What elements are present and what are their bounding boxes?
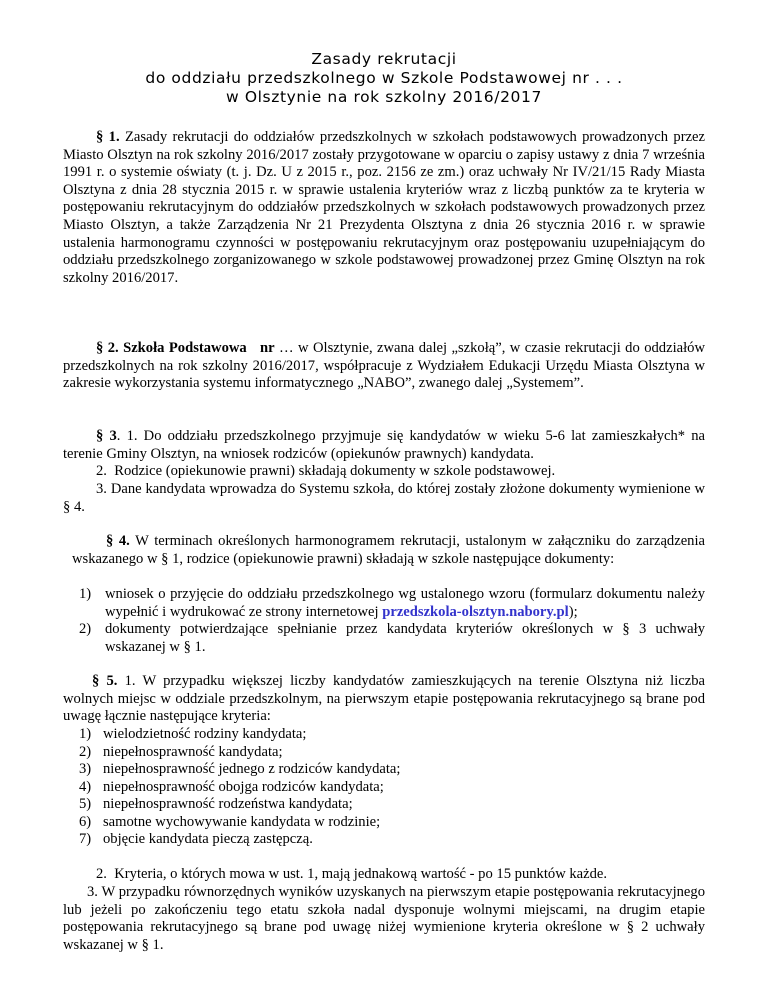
section-4-item2-num: 2) xyxy=(79,621,92,637)
criterion-4-num: 4) xyxy=(79,779,92,795)
section-1 xyxy=(63,129,705,287)
criterion-7: objęcie kandydata pieczą zastępczą. xyxy=(103,831,313,847)
document-title-line2: do oddziału przedszkolnego w Szkole Podstawowej nr . . . xyxy=(145,69,623,87)
section-4-item1-num: 1) xyxy=(79,586,92,602)
section-1-mark: § 1. xyxy=(96,129,120,145)
section-4-mark: § 4. xyxy=(106,533,130,549)
section-3-p1-text: . 1. Do oddziału przedszkolnego przyjmuje się kandydatów w wieku 5-6 lat zamieszkałych* na terenie Gminy Olsztyn, na wniosek rodziców (opiekunów prawnych) kandydata. xyxy=(63,428,705,462)
criterion-2: niepełnosprawność kandydata; xyxy=(103,744,283,760)
criterion-2-num: 2) xyxy=(79,744,92,760)
criterion-7-num: 7) xyxy=(79,831,92,847)
criterion-1: wielodzietność rodziny kandydata; xyxy=(103,726,307,742)
criterion-4: niepełnosprawność obojga rodziców kandydata; xyxy=(103,779,384,795)
criterion-1-num: 1) xyxy=(79,726,92,742)
section-5-text: 1. W przypadku większej liczby kandydatów zamieszkujących na terenie Olsztyna niż liczba wolnych miejsc w oddziale przedszkolnym, na pierwszym etapie postępowania rekrutacyjnego są brane pod uwagę łącznie następujące kryteria: xyxy=(63,673,705,725)
section-5-p2: 2. Kryteria, o których mowa w ust. 1, mają jednakową wartość - po 15 punktów każde. xyxy=(96,866,608,882)
section-4-text: W terminach określonych harmonogramem rekrutacji, ustalonym w załączniku do zarządzenia wskazanego w § 1, rodzice (opiekunowie prawni) składają w szkole następujące dokumenty: xyxy=(72,533,706,567)
section-5-p3: 3. W przypadku równorzędnych wyników uzyskanych na pierwszym etapie postępowania rekrutacyjnego lub jeżeli po zakończeniu tego etatu szkoła nadal dysponuje wolnymi miejscami, na drugim etapie postępowania rekrutacyjnego są brane pod uwagę niżej wymienione kryteria określone w § 2 uchwały wskazanej w § 1. xyxy=(63,884,705,953)
section-4-item1-end: ); xyxy=(568,603,578,620)
section-1-text: Zasady rekrutacji do oddziałów przedszkolnych w szkołach podstawowych prowadzonych przez Miasto Olsztyn na rok szkolny 2016/2017 zostały przygotowane w oparciu o zapisy ustawy z dnia 7 września 1991 r. o systemie oświaty (t. j. Dz. U z 2015 r., poz. 2156 ze zm.) oraz uchwały Nr IV/21/15 Rady Miasta Olsztyna z dnia 28 stycznia 2015 r. w sprawie ustalenia kryteriów wraz z liczbą punktów za te kryteria w postępowaniu rekrutacyjnym do oddziałów przedszkolnych w szkołach podstawowych prowadzonych przez Miasto Olsztyn, a także Zarządzenia Nr 21 Prezydenta Olsztyna z dnia 26 stycznia 2016 r. w sprawie ustalenia harmonogramu czynności w postępowaniu rekrutacyjnym oraz postępowaniu uzupełniającym do oddziału przedszkolnego zorganizowanego w szkole podstawowej prowadzonej przez Gminę Olsztyn na rok szkolny 2016/2017. xyxy=(63,129,706,286)
criterion-6-num: 6) xyxy=(79,814,92,830)
section-5 xyxy=(63,673,705,726)
section-3-p1 xyxy=(63,428,705,463)
website-link[interactable]: przedszkola-olsztyn.nabory.pl xyxy=(382,603,569,620)
criterion-6: samotne wychowywanie kandydata w rodzinie; xyxy=(103,814,381,830)
section-2-mark-nr: nr xyxy=(260,340,275,356)
section-2-text: … w Olsztynie, zwana dalej „szkołą”, w czasie rekrutacji do oddziałów przedszkolnych na rok szkolny 2016/2017, współpracuje z Wydziałem Edukacji Urzędu Miasta Olsztyna w zakresie wykorzystania systemu informatycznego „NABO”, zwanego dalej „Systemem”. xyxy=(63,340,705,392)
criterion-3-num: 3) xyxy=(79,761,92,777)
section-4-item1-text: wniosek o przyjęcie do oddziału przedszkolnego wg ustalonego wzoru (formularz dokumentu należy wypełnić i wydrukować ze strony internetowej xyxy=(105,586,705,620)
section-2-mark: § 2. Szkoła Podstawowa xyxy=(96,340,247,356)
section-4 xyxy=(72,533,705,568)
section-3-mark: § 3 xyxy=(96,428,117,444)
section-4-item2: dokumenty potwierdzające spełnianie przez kandydata kryteriów określonych w § 3 uchwały wskazanej w § 1. xyxy=(105,621,705,655)
criterion-5-num: 5) xyxy=(79,796,92,812)
document-title-line1: Zasady rekrutacji xyxy=(311,50,457,68)
section-5-mark: § 5. xyxy=(92,673,118,689)
section-2 xyxy=(63,340,705,393)
section-4-item1 xyxy=(105,586,705,621)
criterion-5: niepełnosprawność rodzeństwa kandydata; xyxy=(103,796,353,812)
document-title-line3: w Olsztynie na rok szkolny 2016/2017 xyxy=(226,88,542,106)
criterion-3: niepełnosprawność jednego z rodziców kandydata; xyxy=(103,761,401,777)
section-3-p3: 3. Dane kandydata wprowadza do Systemu szkoła, do której zostały złożone dokumenty wymienione w § 4. xyxy=(63,481,705,515)
section-3-p2: 2. Rodzice (opiekunowie prawni) składają dokumenty w szkole podstawowej. xyxy=(96,463,556,479)
